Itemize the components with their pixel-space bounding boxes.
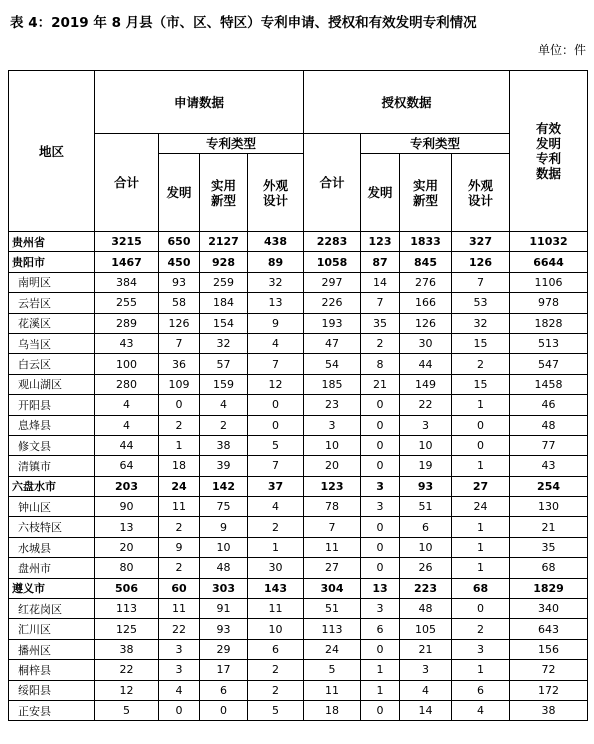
- cell-grant-inv: 123: [361, 232, 400, 252]
- table-row: [9, 578, 588, 598]
- cell-app-inv: 22: [159, 619, 200, 639]
- cell-app-inv: 58: [159, 293, 200, 313]
- cell-region: 汇川区: [9, 619, 95, 639]
- cell-app-inv: 109: [159, 374, 200, 394]
- header-app-design: [248, 154, 304, 232]
- cell-grant-total: 185: [304, 374, 361, 394]
- cell-grant-design: 6: [452, 680, 510, 700]
- cell-app-total: 22: [95, 660, 159, 680]
- cell-app-design: 438: [248, 232, 304, 252]
- page-title: 表 4：2019 年 8 月县（市、区、特区）专利申请、授权和有效发明专利情况: [10, 15, 477, 31]
- cell-valid: 643: [510, 619, 588, 639]
- cell-grant-design: 0: [452, 599, 510, 619]
- cell-region: 绥阳县: [9, 680, 95, 700]
- table-row: [9, 374, 588, 394]
- cell-grant-inv: 3: [361, 599, 400, 619]
- cell-grant-inv: 13: [361, 578, 400, 598]
- cell-app-design: 143: [248, 578, 304, 598]
- cell-valid: 43: [510, 456, 588, 476]
- cell-valid: 172: [510, 680, 588, 700]
- cell-valid: 254: [510, 476, 588, 496]
- cell-grant-util: 3: [400, 415, 452, 435]
- cell-region: 遵义市: [9, 578, 95, 598]
- header-grant-design: [452, 154, 510, 232]
- header-valid-line: 数据: [536, 166, 562, 181]
- cell-grant-design: 1: [452, 395, 510, 415]
- patent-statistics-table: [8, 70, 588, 721]
- cell-app-inv: 36: [159, 354, 200, 374]
- cell-app-design: 2: [248, 660, 304, 680]
- cell-grant-inv: 3: [361, 476, 400, 496]
- cell-app-util: 38: [200, 435, 248, 455]
- cell-app-inv: 93: [159, 272, 200, 292]
- cell-app-design: 5: [248, 435, 304, 455]
- cell-grant-design: 15: [452, 333, 510, 353]
- unit-label: 单位：件: [537, 43, 586, 57]
- table-row: [9, 660, 588, 680]
- cell-app-total: 384: [95, 272, 159, 292]
- table-row: [9, 700, 588, 720]
- table-row: [9, 558, 588, 578]
- cell-grant-inv: 0: [361, 639, 400, 659]
- cell-grant-util: 30: [400, 333, 452, 353]
- cell-app-total: 4: [95, 395, 159, 415]
- cell-app-total: 43: [95, 333, 159, 353]
- cell-app-util: 2: [200, 415, 248, 435]
- cell-app-util: 2127: [200, 232, 248, 252]
- cell-region: 六盘水市: [9, 476, 95, 496]
- cell-app-design: 12: [248, 374, 304, 394]
- cell-app-total: 506: [95, 578, 159, 598]
- header-design-line: 外观: [468, 177, 494, 193]
- cell-region: 南明区: [9, 272, 95, 292]
- cell-grant-design: 24: [452, 497, 510, 517]
- cell-region: 红花岗区: [9, 599, 95, 619]
- cell-app-inv: 2: [159, 558, 200, 578]
- header-valid-line: 有效: [536, 121, 562, 136]
- cell-valid: 77: [510, 435, 588, 455]
- table-row: [9, 639, 588, 659]
- cell-grant-design: 4: [452, 700, 510, 720]
- header-design-line: 设计: [263, 192, 289, 208]
- cell-app-util: 9: [200, 517, 248, 537]
- cell-app-inv: 7: [159, 333, 200, 353]
- cell-app-total: 1467: [95, 252, 159, 272]
- cell-app-inv: 18: [159, 456, 200, 476]
- cell-app-inv: 9: [159, 537, 200, 557]
- cell-grant-util: 149: [400, 374, 452, 394]
- cell-app-util: 91: [200, 599, 248, 619]
- cell-grant-design: 15: [452, 374, 510, 394]
- cell-grant-inv: 0: [361, 395, 400, 415]
- cell-grant-util: 44: [400, 354, 452, 374]
- cell-app-total: 44: [95, 435, 159, 455]
- cell-grant-total: 78: [304, 497, 361, 517]
- table-row: [9, 435, 588, 455]
- cell-app-util: 184: [200, 293, 248, 313]
- header-grant: 授权数据: [304, 71, 510, 134]
- cell-app-design: 30: [248, 558, 304, 578]
- cell-region: 开阳县: [9, 395, 95, 415]
- cell-app-total: 4: [95, 415, 159, 435]
- table-row: [9, 497, 588, 517]
- cell-app-inv: 450: [159, 252, 200, 272]
- header-valid-invention: [510, 71, 588, 232]
- cell-valid: 68: [510, 558, 588, 578]
- cell-app-total: 13: [95, 517, 159, 537]
- cell-app-inv: 0: [159, 700, 200, 720]
- cell-grant-inv: 7: [361, 293, 400, 313]
- cell-app-util: 4: [200, 395, 248, 415]
- header-grant-invention: 发明: [361, 154, 400, 232]
- cell-valid: 46: [510, 395, 588, 415]
- cell-app-design: 37: [248, 476, 304, 496]
- cell-region: 钟山区: [9, 497, 95, 517]
- cell-grant-design: 27: [452, 476, 510, 496]
- cell-grant-design: 1: [452, 517, 510, 537]
- cell-app-inv: 0: [159, 395, 200, 415]
- cell-app-util: 0: [200, 700, 248, 720]
- cell-grant-inv: 0: [361, 700, 400, 720]
- cell-region: 乌当区: [9, 333, 95, 353]
- cell-app-total: 38: [95, 639, 159, 659]
- header-app-utility: [200, 154, 248, 232]
- cell-grant-util: 6: [400, 517, 452, 537]
- cell-app-inv: 3: [159, 639, 200, 659]
- cell-app-design: 1: [248, 537, 304, 557]
- header-app-total: 合计: [95, 134, 159, 232]
- cell-app-inv: 650: [159, 232, 200, 252]
- cell-grant-total: 226: [304, 293, 361, 313]
- cell-grant-inv: 35: [361, 313, 400, 333]
- table-row: [9, 272, 588, 292]
- cell-app-design: 89: [248, 252, 304, 272]
- cell-grant-inv: 21: [361, 374, 400, 394]
- cell-grant-util: 166: [400, 293, 452, 313]
- table-row: [9, 517, 588, 537]
- cell-app-total: 280: [95, 374, 159, 394]
- cell-app-design: 7: [248, 456, 304, 476]
- cell-grant-inv: 0: [361, 435, 400, 455]
- cell-grant-design: 32: [452, 313, 510, 333]
- cell-app-util: 39: [200, 456, 248, 476]
- cell-grant-util: 223: [400, 578, 452, 598]
- cell-grant-inv: 0: [361, 537, 400, 557]
- cell-app-design: 4: [248, 497, 304, 517]
- header-application: 申请数据: [95, 71, 304, 134]
- cell-app-design: 9: [248, 313, 304, 333]
- cell-valid: 340: [510, 599, 588, 619]
- cell-app-inv: 1: [159, 435, 200, 455]
- cell-grant-inv: 14: [361, 272, 400, 292]
- cell-grant-util: 48: [400, 599, 452, 619]
- cell-grant-total: 2283: [304, 232, 361, 252]
- cell-grant-util: 22: [400, 395, 452, 415]
- cell-grant-design: 1: [452, 537, 510, 557]
- cell-grant-total: 47: [304, 333, 361, 353]
- header-design-line: 外观: [263, 177, 289, 193]
- cell-grant-total: 11: [304, 537, 361, 557]
- cell-grant-util: 105: [400, 619, 452, 639]
- cell-region: 云岩区: [9, 293, 95, 313]
- header-utility-line: 新型: [210, 192, 236, 208]
- cell-app-design: 0: [248, 415, 304, 435]
- header-design-line: 设计: [468, 192, 494, 208]
- table-row: [9, 456, 588, 476]
- cell-grant-design: 53: [452, 293, 510, 313]
- cell-region: 观山湖区: [9, 374, 95, 394]
- cell-app-design: 13: [248, 293, 304, 313]
- cell-app-total: 90: [95, 497, 159, 517]
- cell-app-total: 20: [95, 537, 159, 557]
- cell-grant-total: 123: [304, 476, 361, 496]
- cell-region: 贵阳市: [9, 252, 95, 272]
- cell-app-util: 29: [200, 639, 248, 659]
- cell-grant-util: 126: [400, 313, 452, 333]
- cell-grant-total: 5: [304, 660, 361, 680]
- cell-app-util: 159: [200, 374, 248, 394]
- header-valid-line: 发明: [536, 136, 562, 151]
- cell-app-design: 0: [248, 395, 304, 415]
- header-grant-patent-type: 专利类型: [361, 134, 510, 154]
- cell-grant-inv: 0: [361, 558, 400, 578]
- cell-grant-total: 23: [304, 395, 361, 415]
- cell-app-design: 5: [248, 700, 304, 720]
- table-row: [9, 354, 588, 374]
- cell-app-inv: 11: [159, 497, 200, 517]
- table-row: [9, 415, 588, 435]
- cell-valid: 38: [510, 700, 588, 720]
- cell-grant-total: 51: [304, 599, 361, 619]
- cell-grant-total: 304: [304, 578, 361, 598]
- cell-grant-inv: 3: [361, 497, 400, 517]
- cell-app-design: 6: [248, 639, 304, 659]
- cell-app-total: 289: [95, 313, 159, 333]
- cell-grant-util: 26: [400, 558, 452, 578]
- cell-valid: 1829: [510, 578, 588, 598]
- cell-app-util: 142: [200, 476, 248, 496]
- table-row: [9, 232, 588, 252]
- cell-region: 花溪区: [9, 313, 95, 333]
- cell-grant-design: 0: [452, 415, 510, 435]
- cell-app-total: 255: [95, 293, 159, 313]
- header-grant-utility: [400, 154, 452, 232]
- cell-valid: 547: [510, 354, 588, 374]
- cell-grant-util: 10: [400, 537, 452, 557]
- cell-grant-design: 0: [452, 435, 510, 455]
- cell-valid: 35: [510, 537, 588, 557]
- cell-grant-total: 193: [304, 313, 361, 333]
- cell-grant-inv: 1: [361, 680, 400, 700]
- cell-app-inv: 4: [159, 680, 200, 700]
- cell-grant-total: 3: [304, 415, 361, 435]
- cell-grant-total: 27: [304, 558, 361, 578]
- cell-valid: 1458: [510, 374, 588, 394]
- cell-app-total: 5: [95, 700, 159, 720]
- cell-app-total: 203: [95, 476, 159, 496]
- cell-valid: 978: [510, 293, 588, 313]
- cell-grant-design: 1: [452, 558, 510, 578]
- cell-region: 贵州省: [9, 232, 95, 252]
- cell-app-util: 303: [200, 578, 248, 598]
- table-header: [9, 71, 588, 232]
- cell-grant-inv: 6: [361, 619, 400, 639]
- table-row: [9, 680, 588, 700]
- cell-region: 白云区: [9, 354, 95, 374]
- cell-valid: 21: [510, 517, 588, 537]
- cell-grant-inv: 8: [361, 354, 400, 374]
- table-row: [9, 293, 588, 313]
- cell-app-inv: 3: [159, 660, 200, 680]
- cell-region: 桐梓县: [9, 660, 95, 680]
- cell-grant-util: 1833: [400, 232, 452, 252]
- cell-app-total: 125: [95, 619, 159, 639]
- cell-app-util: 57: [200, 354, 248, 374]
- cell-app-inv: 2: [159, 517, 200, 537]
- cell-app-util: 259: [200, 272, 248, 292]
- cell-app-util: 6: [200, 680, 248, 700]
- cell-grant-total: 24: [304, 639, 361, 659]
- cell-grant-design: 2: [452, 354, 510, 374]
- header-app-invention: 发明: [159, 154, 200, 232]
- cell-app-inv: 126: [159, 313, 200, 333]
- cell-grant-inv: 87: [361, 252, 400, 272]
- cell-app-total: 113: [95, 599, 159, 619]
- cell-app-design: 4: [248, 333, 304, 353]
- cell-grant-total: 113: [304, 619, 361, 639]
- cell-grant-total: 7: [304, 517, 361, 537]
- cell-grant-design: 1: [452, 660, 510, 680]
- cell-region: 正安县: [9, 700, 95, 720]
- cell-grant-total: 20: [304, 456, 361, 476]
- cell-valid: 130: [510, 497, 588, 517]
- header-utility-line: 实用: [210, 177, 236, 193]
- table-row: [9, 395, 588, 415]
- cell-valid: 72: [510, 660, 588, 680]
- cell-app-design: 32: [248, 272, 304, 292]
- cell-app-inv: 2: [159, 415, 200, 435]
- cell-app-total: 64: [95, 456, 159, 476]
- cell-app-total: 12: [95, 680, 159, 700]
- cell-grant-design: 1: [452, 456, 510, 476]
- cell-grant-total: 54: [304, 354, 361, 374]
- cell-grant-util: 276: [400, 272, 452, 292]
- cell-grant-total: 11: [304, 680, 361, 700]
- cell-app-design: 11: [248, 599, 304, 619]
- cell-grant-total: 18: [304, 700, 361, 720]
- cell-app-util: 17: [200, 660, 248, 680]
- cell-app-design: 7: [248, 354, 304, 374]
- cell-valid: 156: [510, 639, 588, 659]
- cell-grant-inv: 0: [361, 456, 400, 476]
- cell-region: 息烽县: [9, 415, 95, 435]
- cell-app-util: 75: [200, 497, 248, 517]
- cell-grant-util: 51: [400, 497, 452, 517]
- cell-grant-design: 327: [452, 232, 510, 252]
- table-row: [9, 619, 588, 639]
- cell-grant-util: 3: [400, 660, 452, 680]
- cell-app-util: 10: [200, 537, 248, 557]
- cell-app-util: 93: [200, 619, 248, 639]
- cell-app-design: 2: [248, 517, 304, 537]
- cell-grant-design: 126: [452, 252, 510, 272]
- cell-grant-design: 68: [452, 578, 510, 598]
- cell-grant-util: 19: [400, 456, 452, 476]
- table-row: [9, 476, 588, 496]
- cell-app-util: 928: [200, 252, 248, 272]
- cell-region: 播州区: [9, 639, 95, 659]
- cell-app-inv: 11: [159, 599, 200, 619]
- cell-app-util: 32: [200, 333, 248, 353]
- cell-grant-util: 845: [400, 252, 452, 272]
- cell-valid: 6644: [510, 252, 588, 272]
- cell-app-util: 154: [200, 313, 248, 333]
- cell-valid: 1828: [510, 313, 588, 333]
- table-row: [9, 537, 588, 557]
- cell-grant-inv: 2: [361, 333, 400, 353]
- cell-grant-inv: 0: [361, 517, 400, 537]
- header-app-patent-type: 专利类型: [159, 134, 304, 154]
- cell-grant-total: 1058: [304, 252, 361, 272]
- cell-valid: 513: [510, 333, 588, 353]
- cell-grant-util: 93: [400, 476, 452, 496]
- cell-grant-inv: 1: [361, 660, 400, 680]
- table-body: [9, 232, 588, 721]
- cell-region: 修文县: [9, 435, 95, 455]
- cell-grant-util: 21: [400, 639, 452, 659]
- cell-grant-util: 4: [400, 680, 452, 700]
- cell-app-total: 100: [95, 354, 159, 374]
- cell-valid: 1106: [510, 272, 588, 292]
- cell-grant-inv: 0: [361, 415, 400, 435]
- cell-valid: 48: [510, 415, 588, 435]
- header-region: 地区: [9, 71, 95, 232]
- cell-valid: 11032: [510, 232, 588, 252]
- cell-region: 水城县: [9, 537, 95, 557]
- table-row: [9, 313, 588, 333]
- cell-grant-total: 10: [304, 435, 361, 455]
- cell-region: 清镇市: [9, 456, 95, 476]
- cell-app-total: 3215: [95, 232, 159, 252]
- cell-grant-design: 2: [452, 619, 510, 639]
- cell-grant-design: 3: [452, 639, 510, 659]
- cell-grant-util: 14: [400, 700, 452, 720]
- table-row: [9, 252, 588, 272]
- cell-app-inv: 24: [159, 476, 200, 496]
- header-utility-line: 新型: [413, 192, 439, 208]
- cell-app-util: 48: [200, 558, 248, 578]
- cell-region: 六枝特区: [9, 517, 95, 537]
- cell-app-design: 10: [248, 619, 304, 639]
- cell-grant-util: 10: [400, 435, 452, 455]
- cell-app-inv: 60: [159, 578, 200, 598]
- header-utility-line: 实用: [413, 177, 439, 193]
- cell-app-design: 2: [248, 680, 304, 700]
- table-row: [9, 333, 588, 353]
- header-grant-total: 合计: [304, 134, 361, 232]
- header-valid-line: 专利: [536, 151, 562, 166]
- cell-app-total: 80: [95, 558, 159, 578]
- table-row: [9, 599, 588, 619]
- cell-region: 盘州市: [9, 558, 95, 578]
- cell-grant-design: 7: [452, 272, 510, 292]
- cell-grant-total: 297: [304, 272, 361, 292]
